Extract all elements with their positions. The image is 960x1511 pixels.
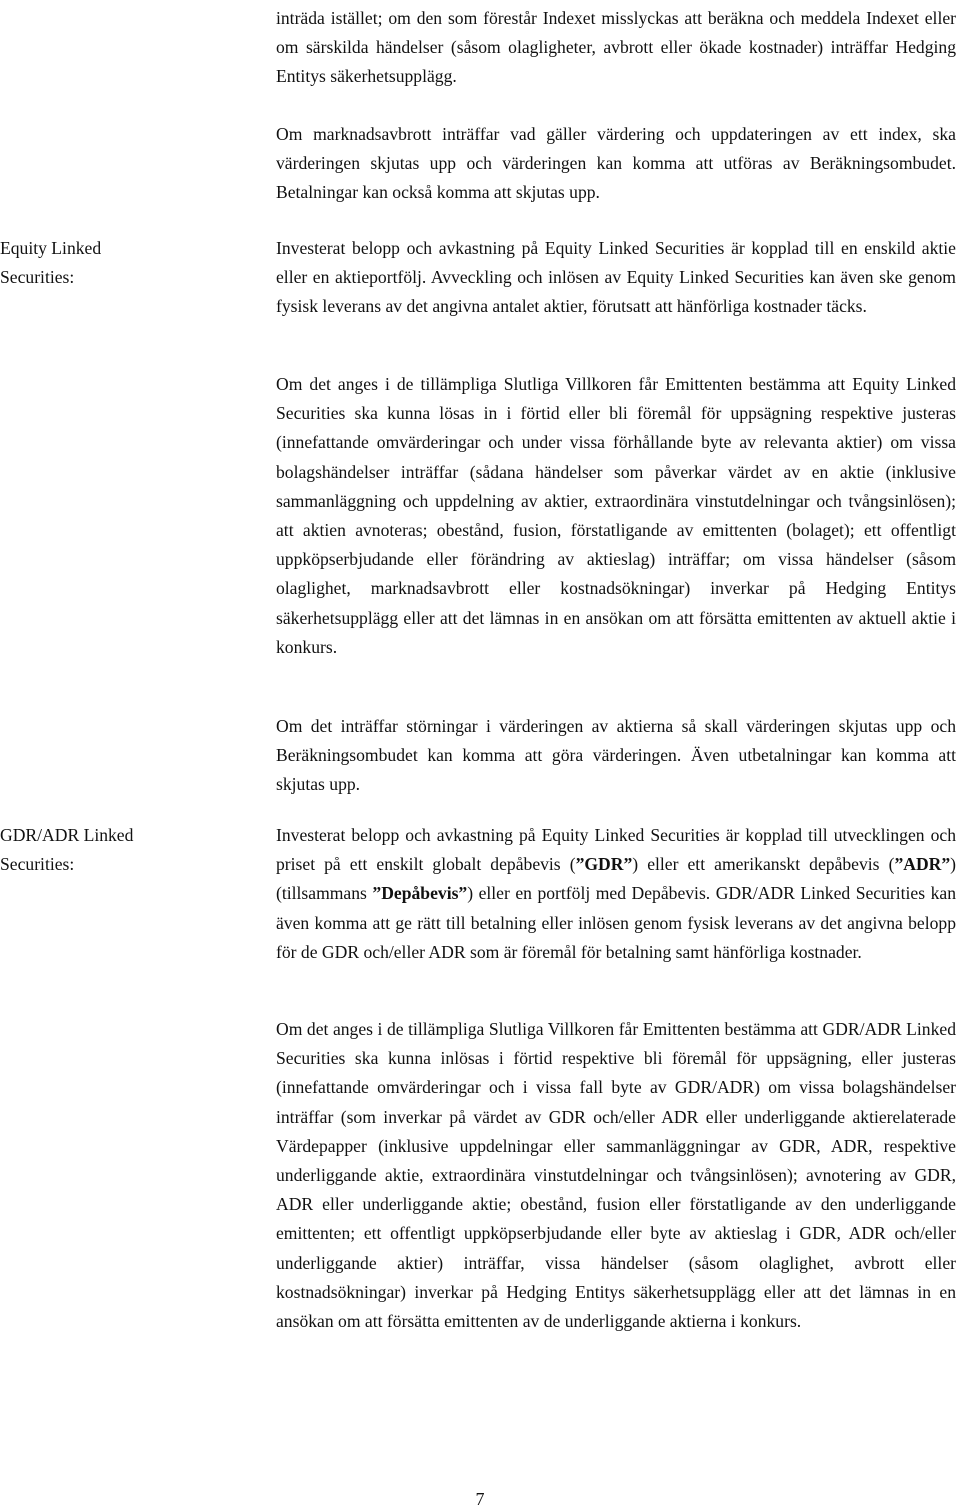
label-line: Securities:: [0, 267, 75, 288]
label-line: Securities:: [0, 854, 75, 875]
paragraph-market-disruption: Om marknadsavbrott inträffar vad gäller värdering och uppdateringen av ett index, ska värderingen skjutas upp och värderingen kan komma att utföras av Beräkningsombudet. Betalningar kan också komma att skjutas upp.: [276, 124, 956, 203]
text-run: Investerat belopp och avkastning på Equity Linked Securities är kopplad till utvecklingen och priset på ett enskilt globalt depåbevis (: [276, 825, 956, 875]
text-run: ) (tillsammans: [276, 854, 957, 904]
defined-term: ”ADR”: [894, 854, 951, 875]
label-line: GDR/ADR Linked: [0, 825, 134, 845]
defined-term: ”Depåbevis”: [372, 883, 468, 904]
text-run: ) eller ett amerikanskt depåbevis (: [632, 854, 895, 875]
paragraph-equity-linked-valuation: Om det inträffar störningar i värderingen av aktierna så skall värderingen skjutas upp och Beräkningsombudet kan komma att göra värderingen. Även utbetalningar kan komma att skjutas upp.: [276, 716, 956, 795]
paragraph-gdr-adr-adjustments: Om det anges i de tillämpliga Slutliga Villkoren får Emittenten bestämma att GDR/ADR Linked Securities ska kunna inlösas i förtid respektive bli föremål för uppsägning, eller justeras (innefattande omvärderingar och i vissa fall byte av GDR/ADR) om vissa bolagshändelser inträffar (som inverkar på värdet av GDR och/eller ADR eller underliggande aktierelaterade Värdepapper (inklusive uppdelningar eller sammanläggningar av GDR, ADR, respektive underliggande aktie, extraordinära vinstutdelningar och tvångsinlösen); avnotering av GDR, ADR eller underliggande aktie; obestånd, fusion eller förstatligande av den underliggande emittenten; ett offentligt uppköpserbjudande eller byte av aktieslag i GDR, ADR och/eller underliggande aktier) inträffar, vissa händelser (såsom olaglighet, avbrott eller kostnadsökningar) inverkar på Hedging Entitys säkerhetsupplägg eller att det lämnas in en ansökan om att försätta emittenten av de underliggande aktierna i konkurs.: [276, 1019, 956, 1332]
section-label-equity-linked: [0, 234, 230, 292]
section-label-gdr-adr-linked: [0, 821, 230, 879]
label-line: Equity Linked: [0, 238, 102, 258]
page-number: 7: [475, 1489, 485, 1509]
paragraph-equity-linked-adjustments: Om det anges i de tillämpliga Slutliga Villkoren får Emittenten bestämma att Equity Linked Securities ska kunna lösas in i förtid eller bli föremål för uppsägning respektive justeras (innefattande omvärderingar och under vissa förhållande byte av relevanta aktier) om vissa bolagshändelser inträffar (sådana händelser som påverkar värdet av en aktie (inklusive sammanläggning och uppdelning av aktier, extraordinära vinstutdelningar och tvångsinlösen); att aktien avnoteras; obestånd, fusion, förstatligande av emittenten (bolaget); ett offentligt uppköpserbjudande eller förändring av aktieslag) inträffar; om vissa händelser (såsom olaglighet, marknadsavbrott eller kostnadsökningar) inverkar på Hedging Entitys säkerhetsupplägg eller att det lämnas in en ansökan om att försätta emittenten av aktuell aktie i konkurs.: [276, 374, 956, 657]
text-run: ) eller en portfölj med Depåbevis. GDR/ADR Linked Securities kan även komma att ge rätt till betalning eller inlösen genom fysisk leverans av det angivna belopp för de GDR och/eller ADR som är föremål för betalning samt hänförliga kostnader.: [276, 883, 956, 962]
defined-term: ”GDR”: [575, 854, 633, 875]
paragraph-equity-linked-intro: Investerat belopp och avkastning på Equity Linked Securities är kopplad till en enskild aktie eller en aktieportfölj. Avveckling och inlösen av Equity Linked Securities kan även ske genom fysisk leverans av det angivna antalet aktier, förutsatt att hänförliga kostnader täcks.: [276, 238, 956, 317]
paragraph-gdr-adr-intro: [276, 821, 956, 967]
paragraph-index-disruption: inträda istället; om den som förestår Indexet misslyckas att beräkna och meddela Indexet eller om särskilda händelser (såsom olagligheter, avbrott eller ökade kostnader) inträffar Hedging Entitys säkerhetsupplägg.: [276, 8, 956, 87]
